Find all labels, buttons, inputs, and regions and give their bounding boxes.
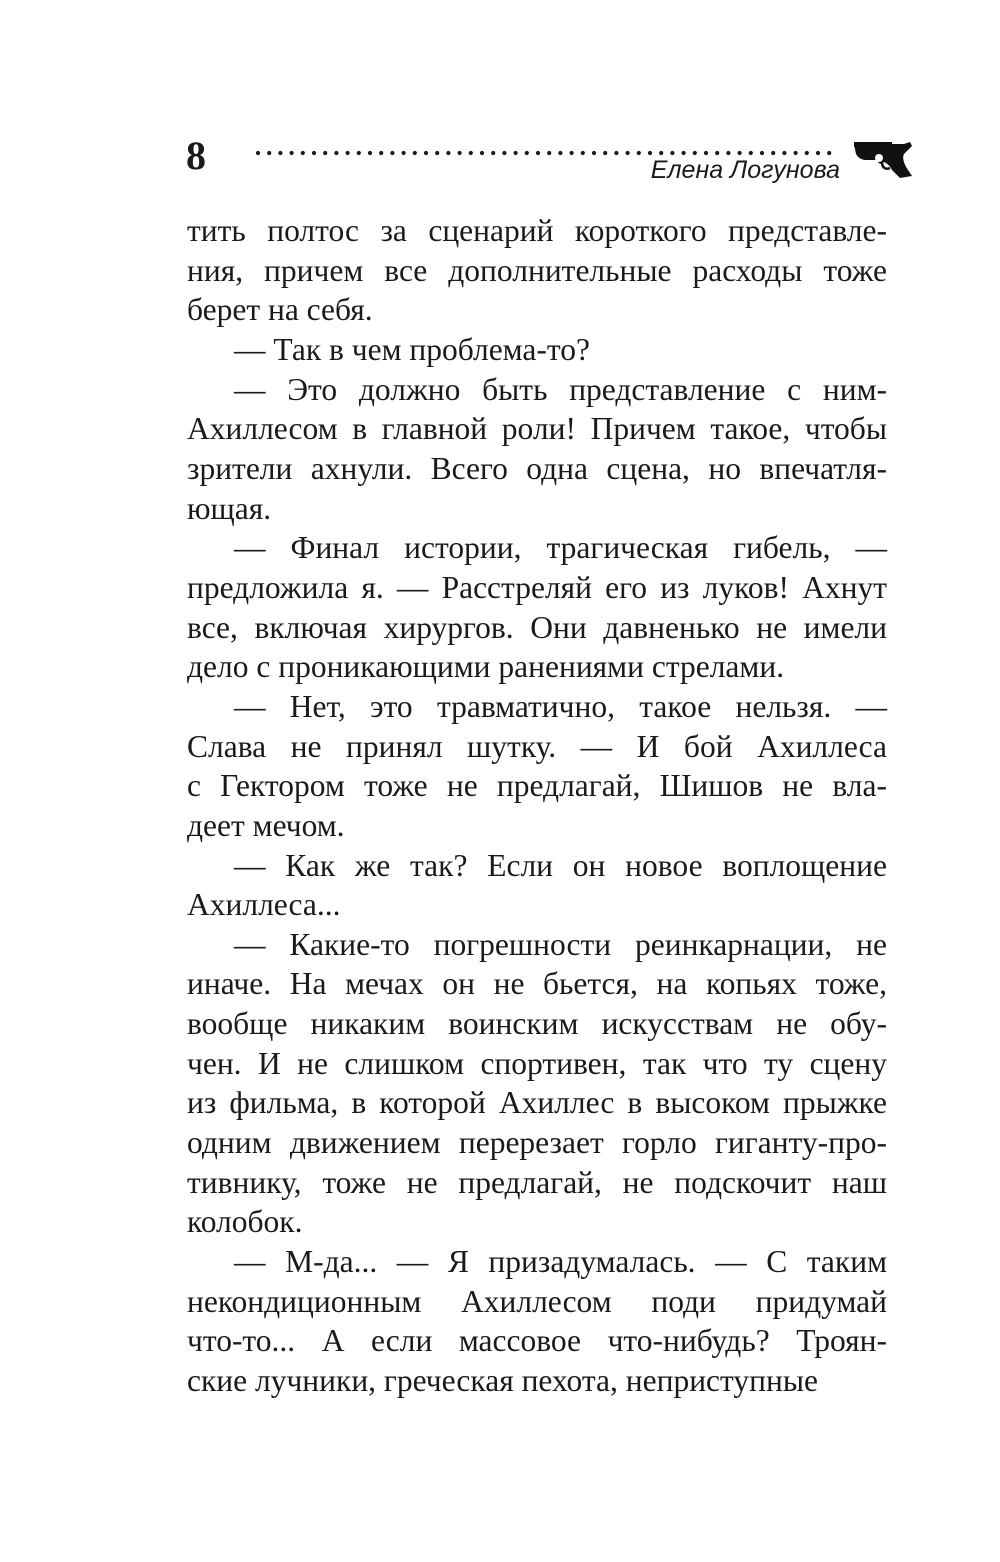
paragraph: [187, 846, 887, 925]
text-line: — Какие-то погрешности реинкарнации, не: [234, 926, 887, 962]
text-line: колобок.: [187, 1204, 303, 1240]
text-line: ния, причем все дополнительные расходы тоже: [187, 252, 887, 288]
text-line: — Нет, это травматично, такое нельзя. —: [234, 688, 887, 724]
text-line: с Гектором тоже не предлагай, Шишов не вла-: [187, 768, 887, 804]
running-header: [0, 0, 1000, 200]
text-line: одним движением перерезает горло гиганту-про-: [187, 1125, 887, 1161]
text-line: некондиционным Ахиллесом поди придумай: [187, 1283, 887, 1319]
text-line: все, включая хирургов. Они давненько не имели: [187, 609, 887, 645]
paragraph: [187, 330, 887, 370]
text-line: тивнику, тоже не предлагай, не подскочит наш: [187, 1164, 887, 1200]
text-line: берет на себя.: [187, 292, 373, 328]
text-line: Ахиллеса...: [187, 887, 341, 923]
revolver-icon: [852, 140, 916, 180]
author-name: Елена Логунова: [650, 156, 840, 184]
paragraph: [187, 370, 887, 529]
text-line: Слава не принял шутку. — И бой Ахиллеса: [187, 728, 887, 764]
paragraph: [187, 528, 887, 687]
text-line: что-то... А если массовое что-нибудь? Троян-: [187, 1323, 887, 1359]
text-line: предложила я. — Расстреляй его из луков! Ахнут: [187, 569, 887, 605]
page-number: 8: [186, 133, 206, 178]
text-line: из фильма, в которой Ахиллес в высоком прыжке: [187, 1085, 887, 1121]
main-text: [187, 211, 887, 1401]
text-line: ские лучники, греческая пехота, неприступные: [187, 1363, 818, 1399]
text-line: Ахиллесом в главной роли! Причем такое, чтобы: [187, 411, 887, 447]
text-line: ющая.: [187, 490, 272, 526]
text-line: чен. И не слишком спортивен, так что ту сцену: [187, 1045, 887, 1081]
paragraph: [187, 925, 887, 1242]
text-line: дело с проникающими ранениями стрелами.: [187, 649, 785, 685]
text-line: иначе. На мечах он не бьется, на копьях тоже,: [187, 966, 887, 1002]
text-line: тить полтос за сценарий короткого представле-: [187, 213, 887, 248]
paragraph: [187, 687, 887, 846]
text-line: деет мечом.: [187, 807, 345, 843]
text-line: — Финал истории, трагическая гибель, —: [234, 530, 887, 566]
paragraph: [187, 1242, 887, 1401]
text-line: — Так в чем проблема-то?: [234, 331, 590, 367]
text-line: — Как же так? Если он новое воплощение: [234, 847, 887, 883]
paragraph: [187, 211, 887, 330]
text-line: зрители ахнули. Всего одна сцена, но впечатля-: [187, 450, 887, 486]
text-line: — Это должно быть представление с ним-: [234, 371, 887, 407]
text-line: — М-да... — Я призадумалась. — С таким: [234, 1244, 887, 1280]
text-line: вообще никаким воинским искусствам не обу-: [187, 1006, 887, 1042]
